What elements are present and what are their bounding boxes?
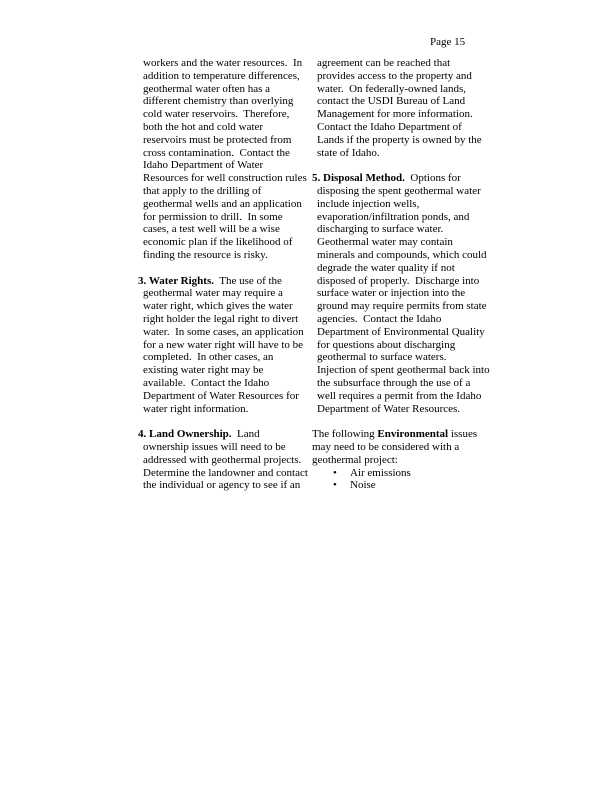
bullet-icon: • (333, 479, 337, 492)
list-item-air-emissions (312, 467, 490, 480)
page-number: Page 15 (430, 36, 466, 48)
item-heading (138, 428, 232, 440)
bullet-label: Air emissions (350, 466, 411, 479)
intro-prefix: The following (312, 428, 378, 441)
intro-bold-word: Environmental (377, 428, 449, 441)
item-number: 4. (138, 428, 149, 441)
intro-suffix: issues may need to be considered with a geothermal project: (312, 428, 480, 466)
numbered-item-water-rights (138, 275, 308, 416)
item-heading (138, 275, 214, 287)
right-text-column (312, 57, 493, 492)
bullet-label: Noise (350, 479, 376, 492)
continuation-paragraph: workers and the water resources. In addition to temperature differences, geothermal water often has a different chemistry than overlying cold water reservoirs. Therefore, both the hot and cold water reservoirs must be protected from cross contamination. Contact the Idaho Department of Water Resources for well construction rules that apply to the drilling of geothermal wells and an application for permission to drill. In some cases, a test well will be a wise economic plan if the likelihood of finding the resource is risky. (143, 57, 310, 261)
environmental-intro-paragraph (312, 428, 490, 466)
item-heading (312, 172, 405, 184)
numbered-item-disposal-method (312, 172, 493, 415)
list-item-noise (312, 479, 490, 492)
item-body: Land ownership issues will need to be addressed with geothermal projects. Determine the landowner and contact the individual or agency to see if an (143, 428, 311, 492)
item-number: 5. (312, 172, 323, 185)
item-title: Disposal Method. (323, 172, 405, 185)
item-body: The use of the geothermal water may require a water right, which gives the water right holder the legal right to divert water. In some cases, an application for a new water right will have to be completed. In other cases, an existing water right may be available. Contact the Idaho Department of Water Resources for water right information. (143, 274, 307, 415)
left-text-column (138, 57, 311, 505)
numbered-item-land-ownership (138, 428, 311, 492)
item-title: Water Rights. (148, 274, 214, 287)
item-body: Options for disposing the spent geothermal water include injection wells, evaporation/infiltration ponds, and discharging to surface water. Geothermal water may contain minerals and compounds, which could degrade the water quality if not disposed of properly. Discharge into surface water or injection into the ground may require permits from state agencies. Contact the Idaho Department of Environmental Quality for questions about discharging geothermal to surface waters. Injection of spent geothermal back into the subsurface through the use of a well requires a permit from the Idaho Department of Water Resources. (317, 172, 493, 415)
continuation-paragraph: agreement can be reached that provides access to the property and water. On federally-owned lands, contact the USDI Bureau of Land Management for more information. Contact the Idaho Department of Lands if the property is owned by the state of Idaho. (317, 57, 485, 159)
item-number: 3. (138, 274, 149, 287)
item-title: Land Ownership. (149, 428, 232, 441)
bullet-icon: • (333, 466, 337, 479)
